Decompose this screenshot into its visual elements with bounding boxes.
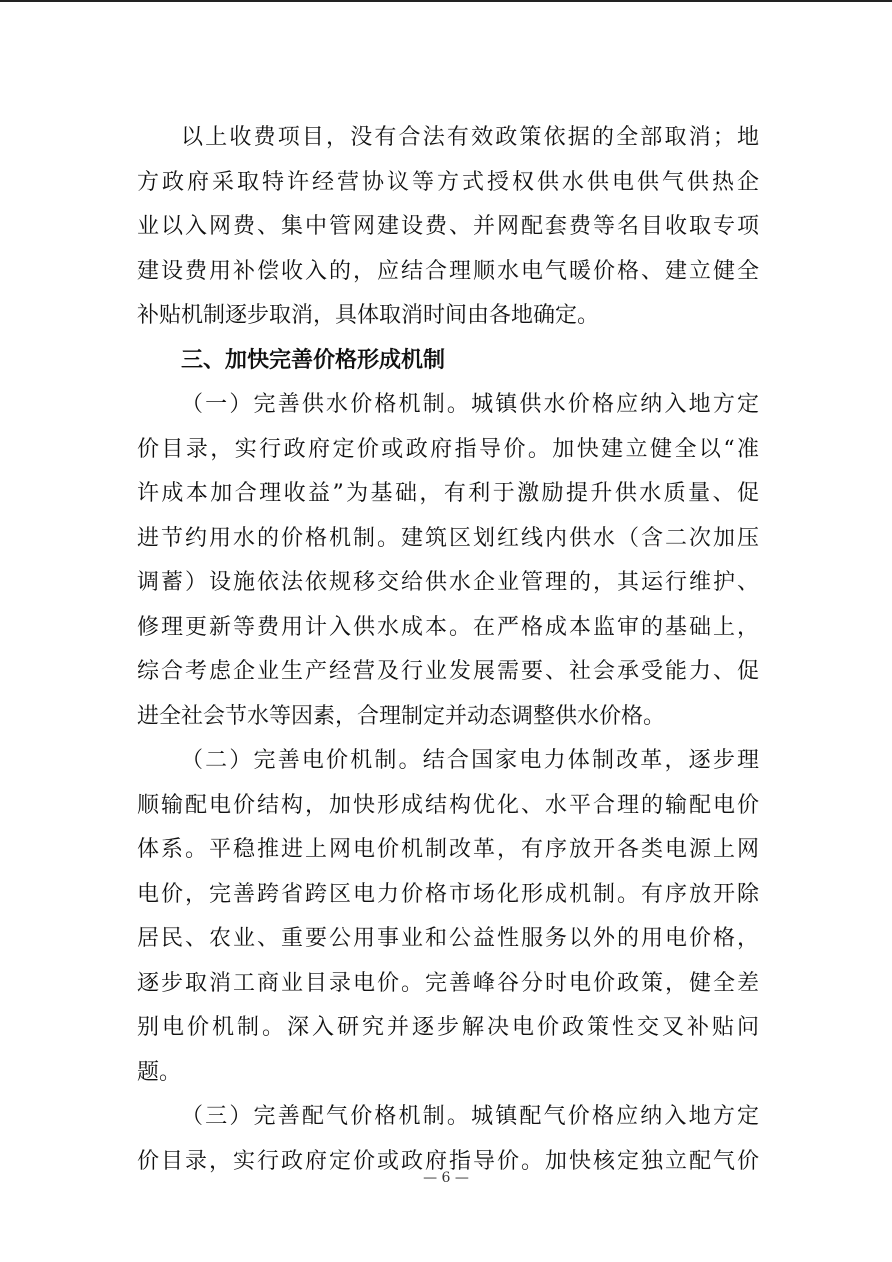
paragraph-line: 居民、农业、重要公用事业和公益性服务以外的用电价格， — [137, 926, 759, 951]
paragraph-line: 综合考虑企业生产经营及行业发展需要、社会承受能力、促 — [137, 659, 759, 684]
page-number: — 6 — — [423, 1170, 469, 1186]
paragraph-line: （二）完善电价机制。结合国家电力体制改革，逐步理 — [181, 748, 759, 773]
paragraph-line: 逐步取消工商业目录电价。完善峰谷分时电价政策，健全差 — [137, 970, 759, 996]
paragraph-line: 进全社会节水等因素，合理制定并动态调整供水价格。 — [137, 703, 666, 729]
top-border-line — [0, 0, 892, 2]
paragraph-line: 调蓄）设施依法依规移交给供水企业管理的，其运行维护、 — [137, 570, 759, 595]
paragraph-line: 进节约用水的价格机制。建筑区划红线内供水（含二次加压 — [137, 525, 759, 551]
paragraph-line: （一）完善供水价格机制。城镇供水价格应纳入地方定 — [181, 392, 759, 417]
paragraph-line: 题。 — [137, 1059, 182, 1085]
paragraph-line: （三）完善配气价格机制。城镇配气价格应纳入地方定 — [181, 1104, 759, 1129]
paragraph-line: 顺输配电价结构，加快形成结构优化、水平合理的输配电价 — [137, 792, 759, 818]
paragraph-line: 价目录，实行政府定价或政府指导价。加快核定独立配气价 — [137, 1148, 759, 1174]
paragraph-line: 修理更新等费用计入供水成本。在严格成本监审的基础上， — [137, 614, 759, 640]
paragraph-line: 许成本加合理收益”为基础，有利于激励提升供水质量、促 — [137, 481, 759, 506]
section-heading: 三、加快完善价格形成机制 — [181, 347, 446, 373]
paragraph-line: 别电价机制。深入研究并逐步解决电价政策性交叉补贴问 — [137, 1015, 759, 1040]
paragraph-line: 价目录，实行政府定价或政府指导价。加快建立健全以“准 — [137, 436, 759, 462]
paragraph-line: 体系。平稳推进上网电价机制改革，有序放开各类电源上网 — [137, 837, 759, 862]
paragraph-line: 电价，完善跨省跨区电力价格市场化形成机制。有序放开除 — [137, 881, 759, 907]
paragraph-line: 补贴机制逐步取消，具体取消时间由各地确定。 — [137, 303, 600, 328]
paragraph-line: 业以入网费、集中管网建设费、并网配套费等名目收取专项 — [137, 214, 759, 239]
paragraph-line: 方政府采取特许经营协议等方式授权供水供电供气供热企 — [137, 169, 759, 195]
body-text — [137, 116, 759, 1184]
paragraph-line: 建设费用补偿收入的，应结合理顺水电气暖价格、建立健全 — [137, 258, 759, 284]
paragraph-line: 以上收费项目，没有合法有效政策依据的全部取消；地 — [181, 125, 759, 150]
